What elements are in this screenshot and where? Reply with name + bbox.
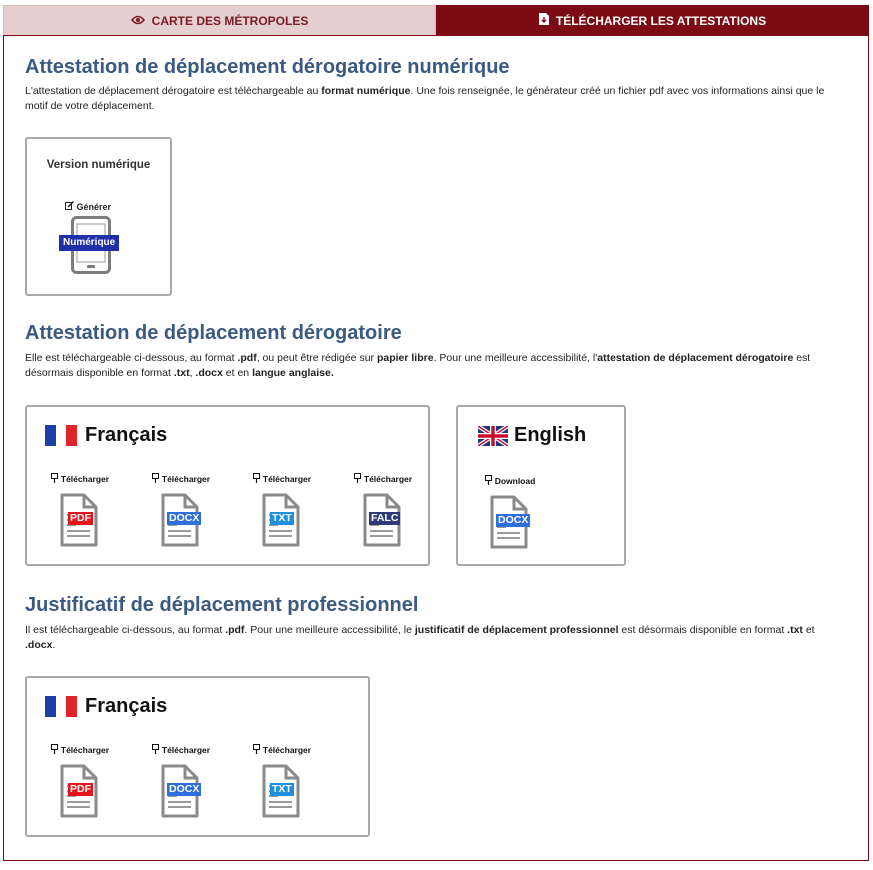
description-fragment: est désormais disponible en format [25,352,811,379]
description-fragment: , [189,367,196,379]
description-fragment: . Pour une meilleure accessibilité, l' [433,352,598,364]
description-fragment: est désormais disponible en format [618,624,788,636]
section-numerique-description: L'attestation de déplacement dérogatoire est téléchargeable au format numérique. Une fois renseignée, le générateur créé un fichier pdf avec vos informations ainsi que le motif de votre déplacement. [25,85,825,112]
plug-icon [253,473,260,485]
derogatoire-francais-card [25,405,430,566]
tab-bar [3,5,869,36]
download-label: Télécharger [262,474,312,484]
download-label: Télécharger [161,745,211,755]
francais-heading: Français [45,424,167,447]
description-fragment: et [802,624,815,636]
section-pro-title: Justificatif de déplacement professionnel [25,594,419,616]
download-falc-item[interactable] [343,473,423,547]
download-link[interactable] [141,473,221,485]
description-fragment: , ou peut être rédigée sur [256,352,377,364]
description-fragment: .docx [195,367,223,379]
french-flag-icon [45,425,77,446]
download-docx-item[interactable] [141,473,221,547]
download-label: Télécharger [262,745,312,755]
section-pro-description [25,623,845,653]
description-fragment: et en [222,367,253,379]
document-icon[interactable] [52,493,108,547]
english-heading: English [478,424,586,447]
section-derogatoire-description [25,351,845,381]
download-link[interactable] [242,744,322,756]
plug-icon [485,475,492,487]
plug-icon [152,473,159,485]
download-link[interactable] [343,473,423,485]
download-link[interactable] [242,473,322,485]
description-fragment: attestation de déplacement dérogatoire [597,352,794,364]
plug-icon [51,473,58,485]
content-panel [3,35,869,861]
description-fragment: .txt [173,367,190,379]
format-badge: DOCX [169,512,200,524]
description-fragment: . Pour une meilleure accessibilité, le [244,624,415,636]
version-numerique-card[interactable] [25,137,172,296]
document-icon[interactable] [153,764,209,818]
description-fragment: langue anglaise. [252,367,334,379]
download-pdf-item[interactable] [40,473,120,547]
francais-heading: Français [45,695,167,718]
download-txt-item[interactable] [242,744,322,818]
tab-telecharger-label: TÉLÉCHARGER LES ATTESTATIONS [555,13,767,28]
download-label: Télécharger [161,474,211,484]
document-icon[interactable] [355,493,411,547]
plug-icon [354,473,361,485]
plug-icon [51,744,58,756]
description-fragment: .pdf [237,352,257,364]
generer-link[interactable]: Générer [65,201,111,212]
description-fragment: .docx [25,639,53,651]
section-derogatoire-title: Attestation de déplacement dérogatoire [25,322,402,344]
pro-francais-card [25,676,370,837]
tab-carte-label: CARTE DES MÉTROPOLES [151,14,309,28]
format-badge: TXT [272,512,292,524]
plug-icon [253,744,260,756]
plug-icon [152,744,159,756]
download-link[interactable] [40,744,120,756]
description-fragment: papier libre [376,352,434,364]
document-icon[interactable] [153,493,209,547]
tab-carte-metropoles[interactable] [3,5,436,36]
section-numerique-title: Attestation de déplacement dérogatoire numérique [25,56,510,78]
download-link[interactable] [40,473,120,485]
format-badge: FALC [371,512,399,524]
format-badge: PDF [70,783,91,795]
file-download-icon [539,13,549,28]
download-link[interactable] [141,744,221,756]
download-docx-item[interactable] [470,475,550,549]
document-icon[interactable] [52,764,108,818]
derogatoire-english-card [456,405,626,566]
download-label: Download [494,476,536,486]
download-label: Télécharger [60,474,110,484]
format-badge: DOCX [498,514,529,526]
version-numerique-title: Version numérique [46,159,151,171]
description-fragment: justificatif de déplacement professionnel [414,624,619,636]
description-fragment: .pdf [225,624,245,636]
description-fragment: . [52,639,56,651]
eye-icon [131,14,145,28]
document-icon[interactable] [254,493,310,547]
document-icon[interactable] [254,764,310,818]
format-badge: PDF [70,512,91,524]
format-badge: DOCX [169,783,200,795]
description-fragment: Il est téléchargeable ci-dessous, au format [25,624,226,636]
uk-flag-icon [478,426,508,446]
download-label: Télécharger [60,745,110,755]
document-icon[interactable] [482,495,538,549]
edit-icon [65,202,74,212]
numerique-badge: Numérique [59,235,119,251]
description-fragment: Elle est téléchargeable ci-dessous, au format [25,352,238,364]
format-badge: TXT [272,783,292,795]
download-link[interactable] [470,475,550,487]
download-label: Télécharger [363,474,413,484]
download-txt-item[interactable] [242,473,322,547]
download-docx-item[interactable] [141,744,221,818]
tab-telecharger-attestations[interactable] [436,5,869,36]
french-flag-icon [45,696,77,717]
description-fragment: .txt [787,624,803,636]
download-pdf-item[interactable] [40,744,120,818]
